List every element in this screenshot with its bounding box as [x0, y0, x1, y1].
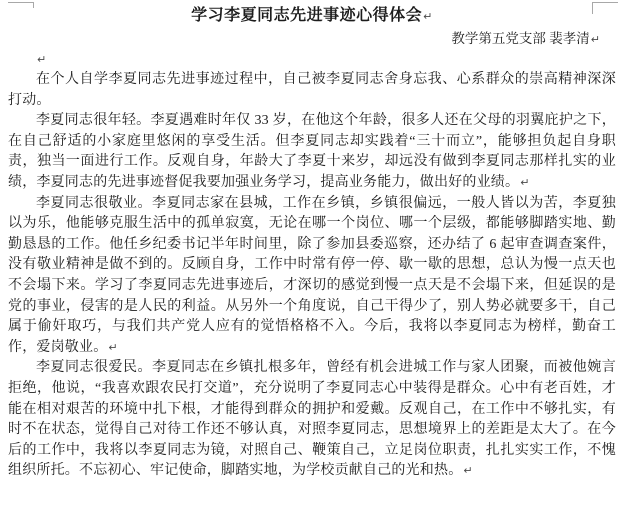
paragraph-3-text: 李夏同志很敬业。李夏同志家在县城，工作在乡镇，乡镇很偏远，一般人皆以为苦，李夏独以为乐，他能够克服生活中的孤单寂寞，无论在哪一个岗位、哪一个层级，都能够脚踏实地、勤勤恳恳的工作。他任乡纪委书记半年时间里，除了参加县委巡察，还办结了 6 起审查调查案件，没有敬业精神是做不到的。反顾自身，工作中时常有停一停、歇一歇的思想，总认为慢一点天也不会塌下来。学习了李夏同志先进事迹后，才深切的感觉到慢一点天是不会塌下来，但延误的是党的事业，侵害的是人民的利益。从另外一个角度说，自己干得少了，别人势必就要多干，自己属于偷奸取巧，与我们共产党人应有的觉悟格格不入。今后，我将以李夏同志为榜样，勤奋工作，爱岗敬业。	[8, 195, 616, 355]
document-title	[8, 4, 616, 28]
paragraph-1	[8, 70, 616, 111]
pilcrow-mark: ↵	[520, 175, 530, 189]
paragraph-4	[8, 358, 616, 482]
byline-text: 教学第五党支部 裴孝清	[451, 31, 590, 46]
paragraph-2	[8, 111, 616, 193]
empty-paragraph	[8, 50, 616, 70]
paragraph-4-text: 李夏同志很爱民。李夏同志在乡镇扎根多年，曾经有机会进城工作与家人团聚，而被他婉言拒绝，他说，“我喜欢跟农民打交道”，充分说明了李夏同志心中装得是群众。心中有老百姓，才能在相对艰苦的环境中扎下根，才能得到群众的拥护和爱戴。反观自己，在工作中不够扎实，有时不在状态，觉得自己对待工作还不够认真，对照李夏同志，思想境界上的差距是太大了。在今后的工作中，我将以李夏同志为镜，对照自己、鞭策自己，立足岗位职责，扎扎实实工作，不愧组织所托。不忘初心、牢记使命，脚踏实地，为学校贡献自己的光和热。	[8, 360, 616, 479]
text-boundary-mark-top-right	[592, 2, 618, 14]
document-byline	[8, 28, 616, 50]
pilcrow-mark: ↵	[463, 464, 473, 478]
paragraph-1-text: 在个人自学李夏同志先进事迹过程中，自己被李夏同志舍身忘我、心系群众的崇高精神深深打动。	[8, 72, 616, 108]
paragraph-3	[8, 194, 616, 359]
pilcrow-mark: ↵	[37, 53, 47, 66]
paragraph-2-text: 李夏同志很年轻。李夏遇难时年仅 33 岁，在他这个年龄，很多人还在父母的羽翼庇护之下，在自己舒适的小家庭里悠闲的享受生活。但李夏同志却实践着“三十而立”，能够担负起自身职责，独当一面进行工作。反观自身，年龄大了李夏十来岁，却远没有做到李夏同志那样扎实的业绩，李夏同志的先进事迹督促我要加强业务学习，提高业务能力，做出好的业绩。	[8, 113, 616, 190]
document-title-text: 学习李夏同志先进事迹心得体会	[191, 7, 423, 24]
pilcrow-mark: ↵	[423, 10, 433, 23]
pilcrow-mark: ↵	[108, 340, 118, 354]
pilcrow-mark: ↵	[590, 33, 600, 46]
text-boundary-mark-top-left	[8, 2, 34, 8]
